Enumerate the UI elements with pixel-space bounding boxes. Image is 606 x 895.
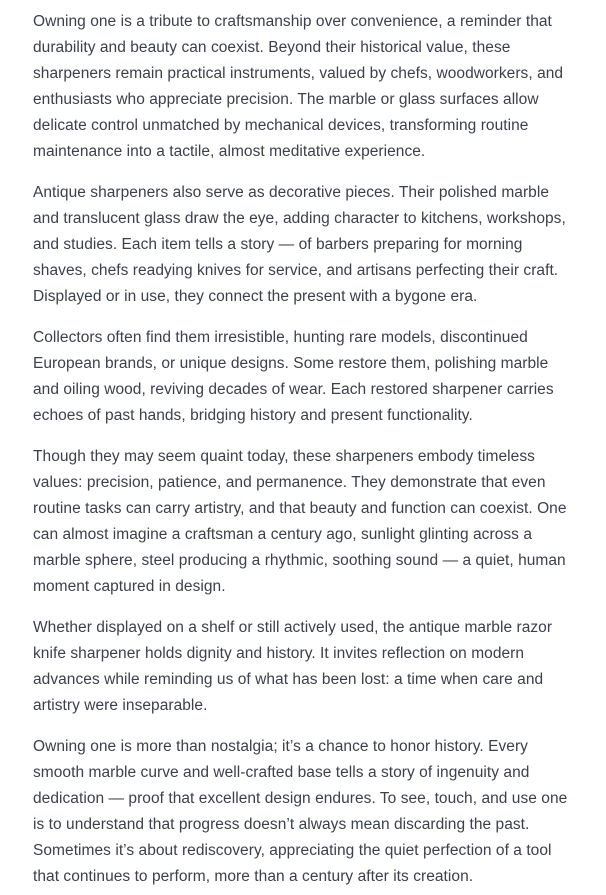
paragraph-timeless-values: Though they may seem quaint today, these sharpeners embody timeless values: precision, patience, and permanence. They demonstrate that even routine tasks can carry artistry, and that beauty and function can coexist. One can almost imagine a craftsman a century ago, sunlight glinting across a marble sphere, steel producing a rhythmic, soothing sound — a quiet, human moment captured in design. [33, 448, 567, 595]
paragraph-honor-history: Owning one is more than nostalgia; it’s a chance to honor history. Every smooth marble curve and well-crafted base tells a story of ingenuity and dedication — proof that excellent design endures. To see, touch, and use one is to understand that progress doesn’t always mean discarding the past. Sometimes it’s about rediscovery, appreciating the quiet perfection of a tool that continues to perform, more than a century after its creation. [33, 738, 568, 885]
paragraph-collectors: Collectors often find them irresistible, hunting rare models, discontinued European brands, or unique designs. Some restore them, polishing marble and oiling wood, reviving decades of wear. Each restored sharpener carries echoes of past hands, bridging history and present functionality. [33, 329, 554, 424]
paragraph-decorative-pieces: Antique sharpeners also serve as decorative pieces. Their polished marble and translucent glass draw the eye, adding character to kitchens, workshops, and studies. Each item tells a story — of barbers preparing for morning shaves, chefs readying knives for service, and artisans perfecting their craft. Displayed or in use, they connect the present with a bygone era. [33, 184, 566, 305]
paragraph-dignity-history: Whether displayed on a shelf or still actively used, the antique marble razor knife sharpener holds dignity and history. It invites reflection on modern advances while reminding us of what has been lost: a time when care and artistry were inseparable. [33, 619, 553, 714]
paragraph-craftsmanship-tribute: Owning one is a tribute to craftsmanship over convenience, a reminder that durability and beauty can coexist. Beyond their historical value, these sharpeners remain practical instruments, valued by chefs, woodworkers, and enthusiasts who appreciate precision. The marble or glass surfaces allow delicate control unmatched by mechanical devices, transforming routine maintenance into a tactile, almost meditative experience. [33, 13, 564, 160]
